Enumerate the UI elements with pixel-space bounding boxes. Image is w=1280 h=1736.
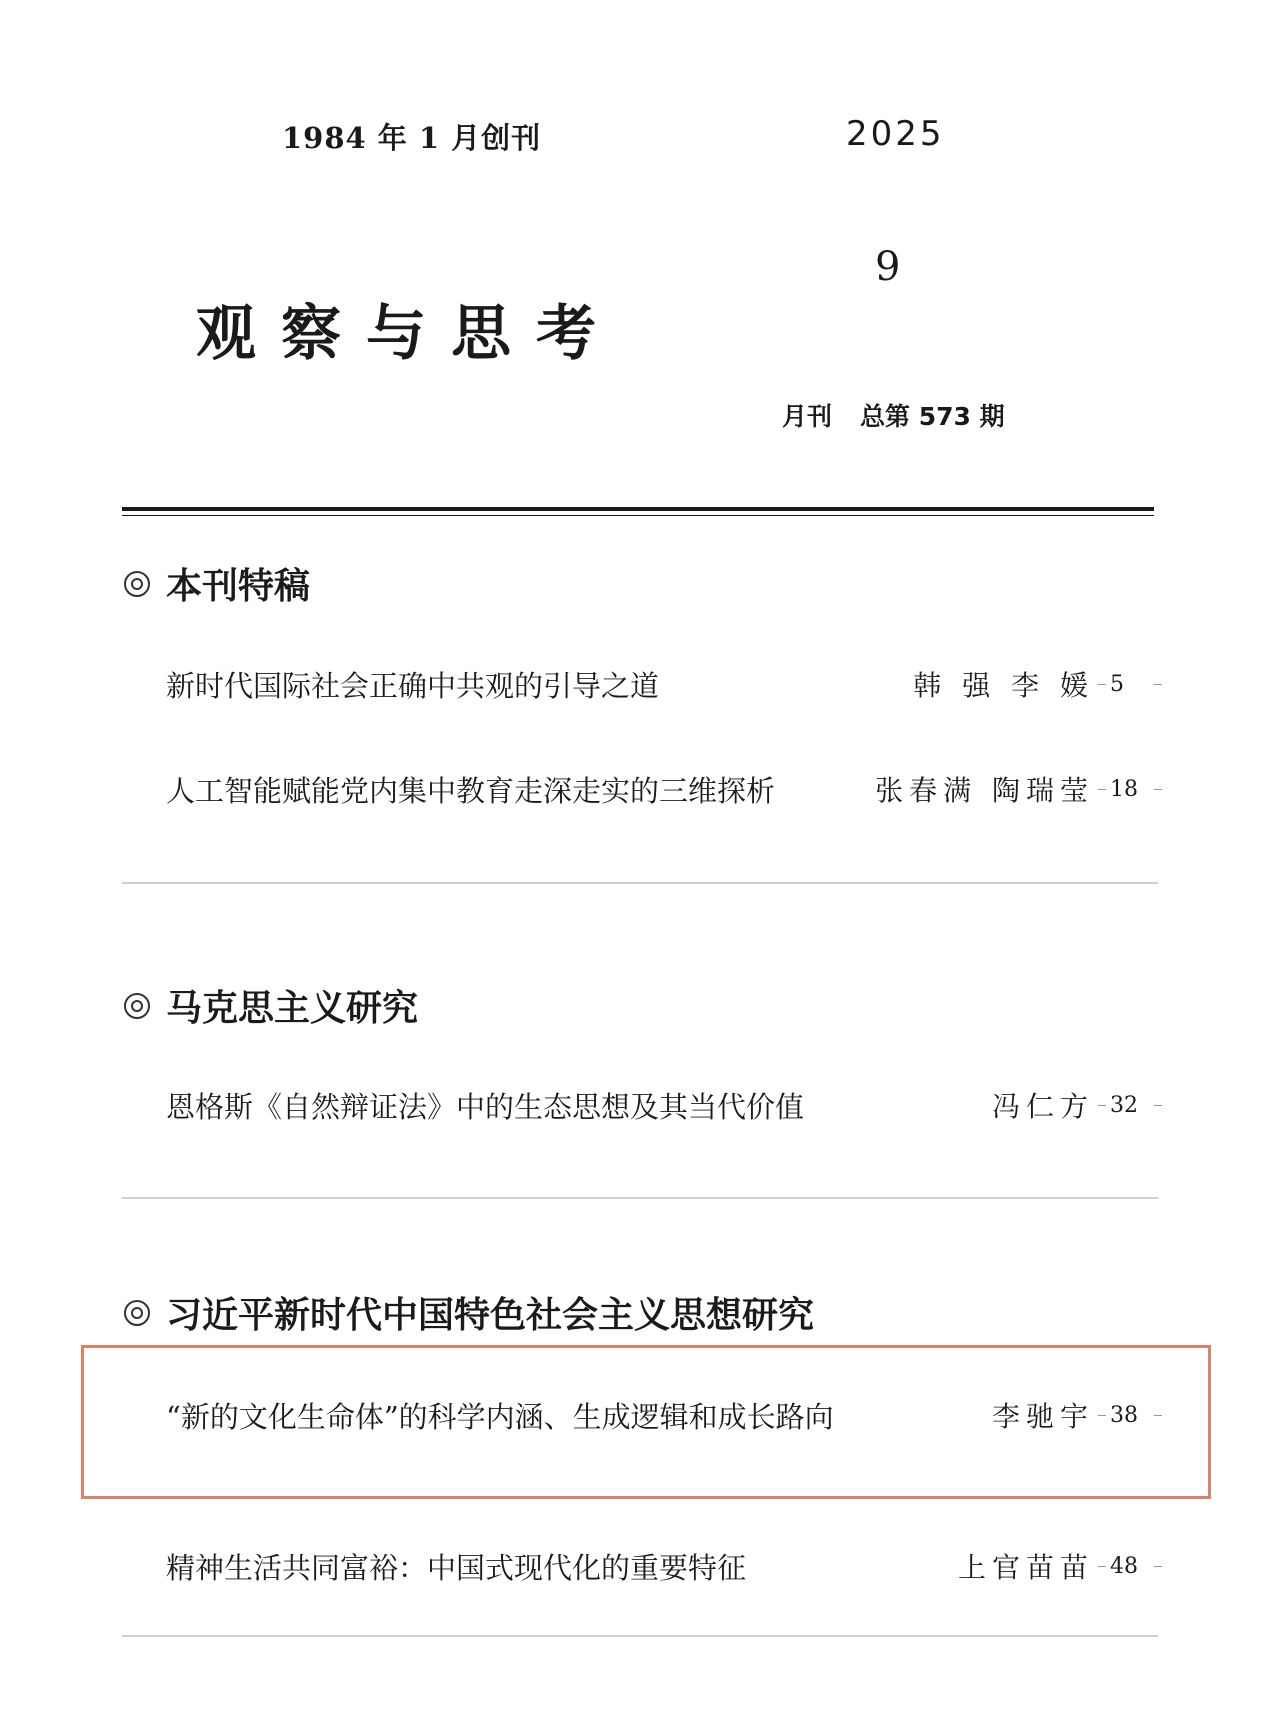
section-divider xyxy=(122,882,1158,884)
article-page: 18 xyxy=(1102,777,1162,802)
section-divider xyxy=(122,1635,1158,1637)
article-title: 新时代国际社会正确中共观的引导之道 xyxy=(166,668,660,703)
article-author: 冯仁方 xyxy=(991,1090,1094,1123)
article-author: 李驰宇 xyxy=(991,1400,1094,1433)
toc-entry[interactable] xyxy=(166,769,1162,809)
frequency: 月刊 xyxy=(782,402,833,431)
toc-entry-highlighted[interactable] xyxy=(166,1395,1162,1435)
article-title: “新的文化生命体”的科学内涵、生成逻辑和成长路向 xyxy=(166,1399,834,1434)
total-issue: 总第 573 期 xyxy=(860,402,1005,431)
toc-entry[interactable] xyxy=(166,1085,1162,1125)
section-bullet-icon xyxy=(124,993,150,1019)
toc-entry[interactable] xyxy=(166,1546,1162,1586)
issue-number: 9 xyxy=(875,244,901,290)
header-rule-thin xyxy=(122,515,1154,516)
header-rule xyxy=(122,507,1154,511)
article-author: 韩 强 李 媛 xyxy=(913,669,1094,702)
toc-entry[interactable] xyxy=(166,664,1162,704)
section-heading xyxy=(124,558,310,609)
article-page: 32 xyxy=(1102,1093,1162,1118)
article-author: 上官苗苗 xyxy=(957,1551,1094,1584)
section-divider xyxy=(122,1197,1158,1199)
article-page: 38 xyxy=(1102,1403,1162,1428)
article-page: 5 xyxy=(1102,672,1162,697)
article-title: 恩格斯《自然辩证法》中的生态思想及其当代价值 xyxy=(166,1089,805,1124)
section-heading-text: 本刊特稿 xyxy=(166,565,311,607)
article-author: 张春满 陶瑞莹 xyxy=(875,774,1094,807)
founding-date: 1984 年 1 月创刊 xyxy=(282,121,542,155)
article-page: 48 xyxy=(1102,1554,1162,1579)
section-heading-text: 习近平新时代中国特色社会主义思想研究 xyxy=(166,1294,815,1336)
section-bullet-icon xyxy=(124,1300,150,1326)
section-heading-text: 马克思主义研究 xyxy=(166,987,419,1029)
section-bullet-icon xyxy=(124,571,150,597)
article-title: 人工智能赋能党内集中教育走深走实的三维探析 xyxy=(166,773,776,808)
journal-title: 观察与思考 xyxy=(196,299,621,369)
article-title: 精神生活共同富裕：中国式现代化的重要特征 xyxy=(166,1550,747,1585)
section-heading xyxy=(124,980,418,1031)
publication-year: 2025 xyxy=(846,114,945,154)
section-heading xyxy=(124,1287,814,1338)
publication-info xyxy=(782,397,1005,433)
